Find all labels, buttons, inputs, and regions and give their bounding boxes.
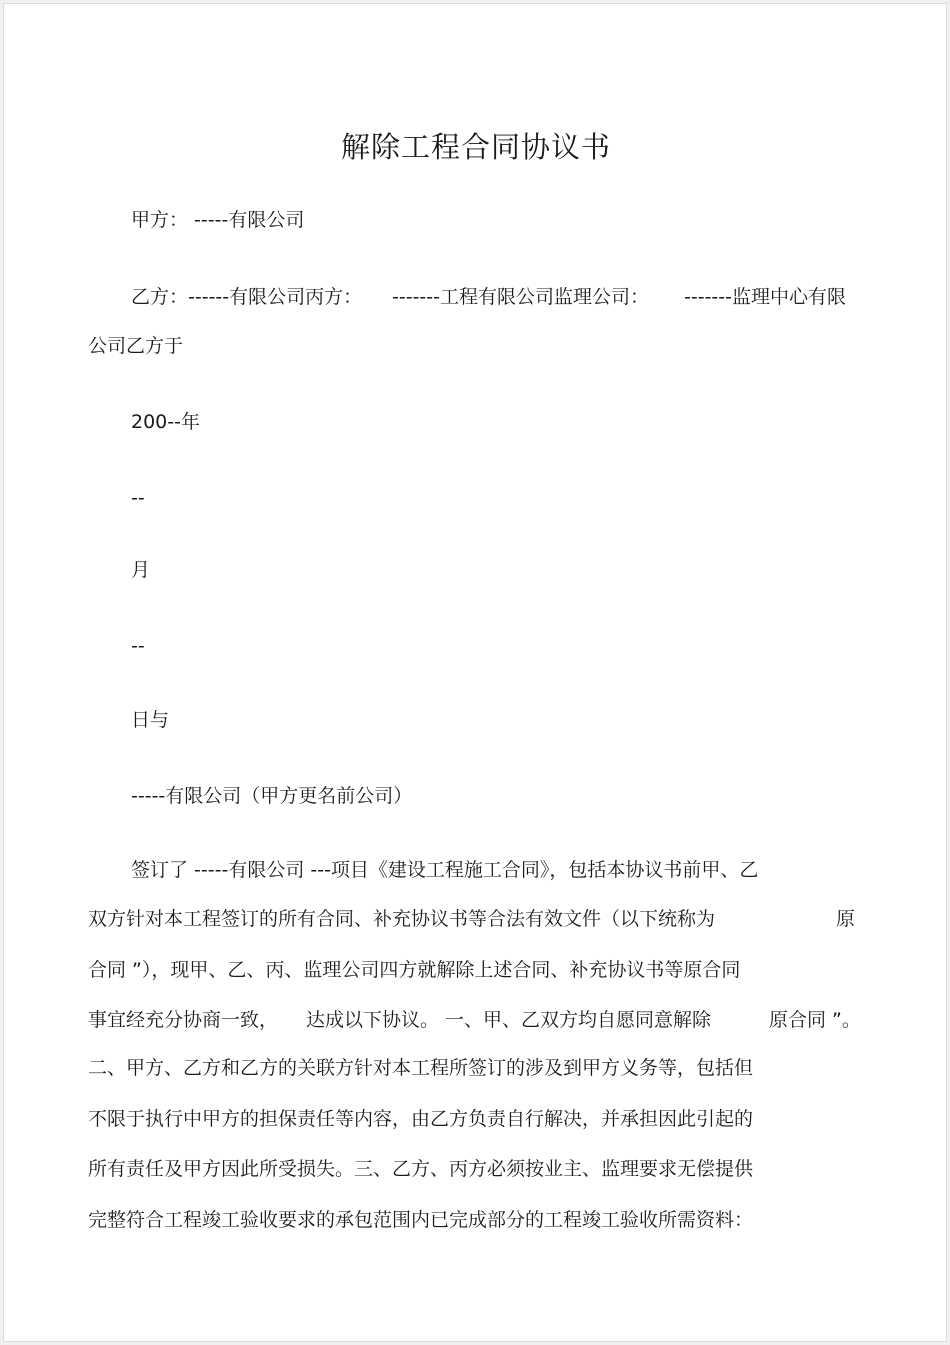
month-line: 月 (131, 559, 151, 581)
document-page (3, 3, 947, 1342)
para1-line-4b: 达成以下协议。 一、甲、乙双方均自愿同意解除 (306, 1009, 712, 1031)
para2-line-1: 二、甲方、乙方和乙方的关联方针对本工程所签订的涉及到甲方义务等，包括但 (88, 1057, 754, 1079)
company-note-line: -----有限公司（甲方更名前公司） (131, 785, 413, 807)
year-line: 200--年 (131, 411, 200, 433)
document-title: 解除工程合同协议书 (340, 130, 611, 164)
party-a-line: 甲方： -----有限公司 (131, 209, 305, 231)
para1-line-4a: 事宜经充分协商一致， (88, 1009, 279, 1031)
dash-line-2: -- (131, 635, 145, 657)
party-b-line-1b: -------工程有限公司监理公司： (392, 286, 649, 308)
day-line: 日与 (131, 709, 170, 731)
para1-line-4c: 原合同 ”。 (769, 1009, 861, 1031)
party-b-line-1c: -------监理中心有限 (684, 286, 846, 308)
para2-line-4: 完整符合工程竣工验收要求的承包范围内已完成部分的工程竣工验收所需资料： (88, 1209, 754, 1231)
para1-line-2a: 双方针对本工程签订的所有合同、补充协议书等合法有效文件（以下统称为 (88, 908, 716, 930)
para1-line-1: 签订了 -----有限公司 ---项目《建设工程施工合同》，包括本协议书前甲、乙 (131, 859, 759, 881)
para1-line-3: 合同 ”），现甲、乙、丙、监理公司四方就解除上述合同、补充协议书等原合同 (88, 959, 741, 981)
party-b-line-2: 公司乙方于 (88, 335, 184, 357)
para1-line-2b: 原 (836, 908, 856, 930)
dash-line-1: -- (131, 487, 145, 509)
para2-line-2: 不限于执行中甲方的担保责任等内容，由乙方负责自行解决，并承担因此引起的 (88, 1108, 754, 1130)
para2-line-3: 所有责任及甲方因此所受损失。三、乙方、丙方必须按业主、监理要求无偿提供 (88, 1158, 754, 1180)
party-b-line-1a: 乙方：------有限公司丙方： (131, 286, 363, 308)
